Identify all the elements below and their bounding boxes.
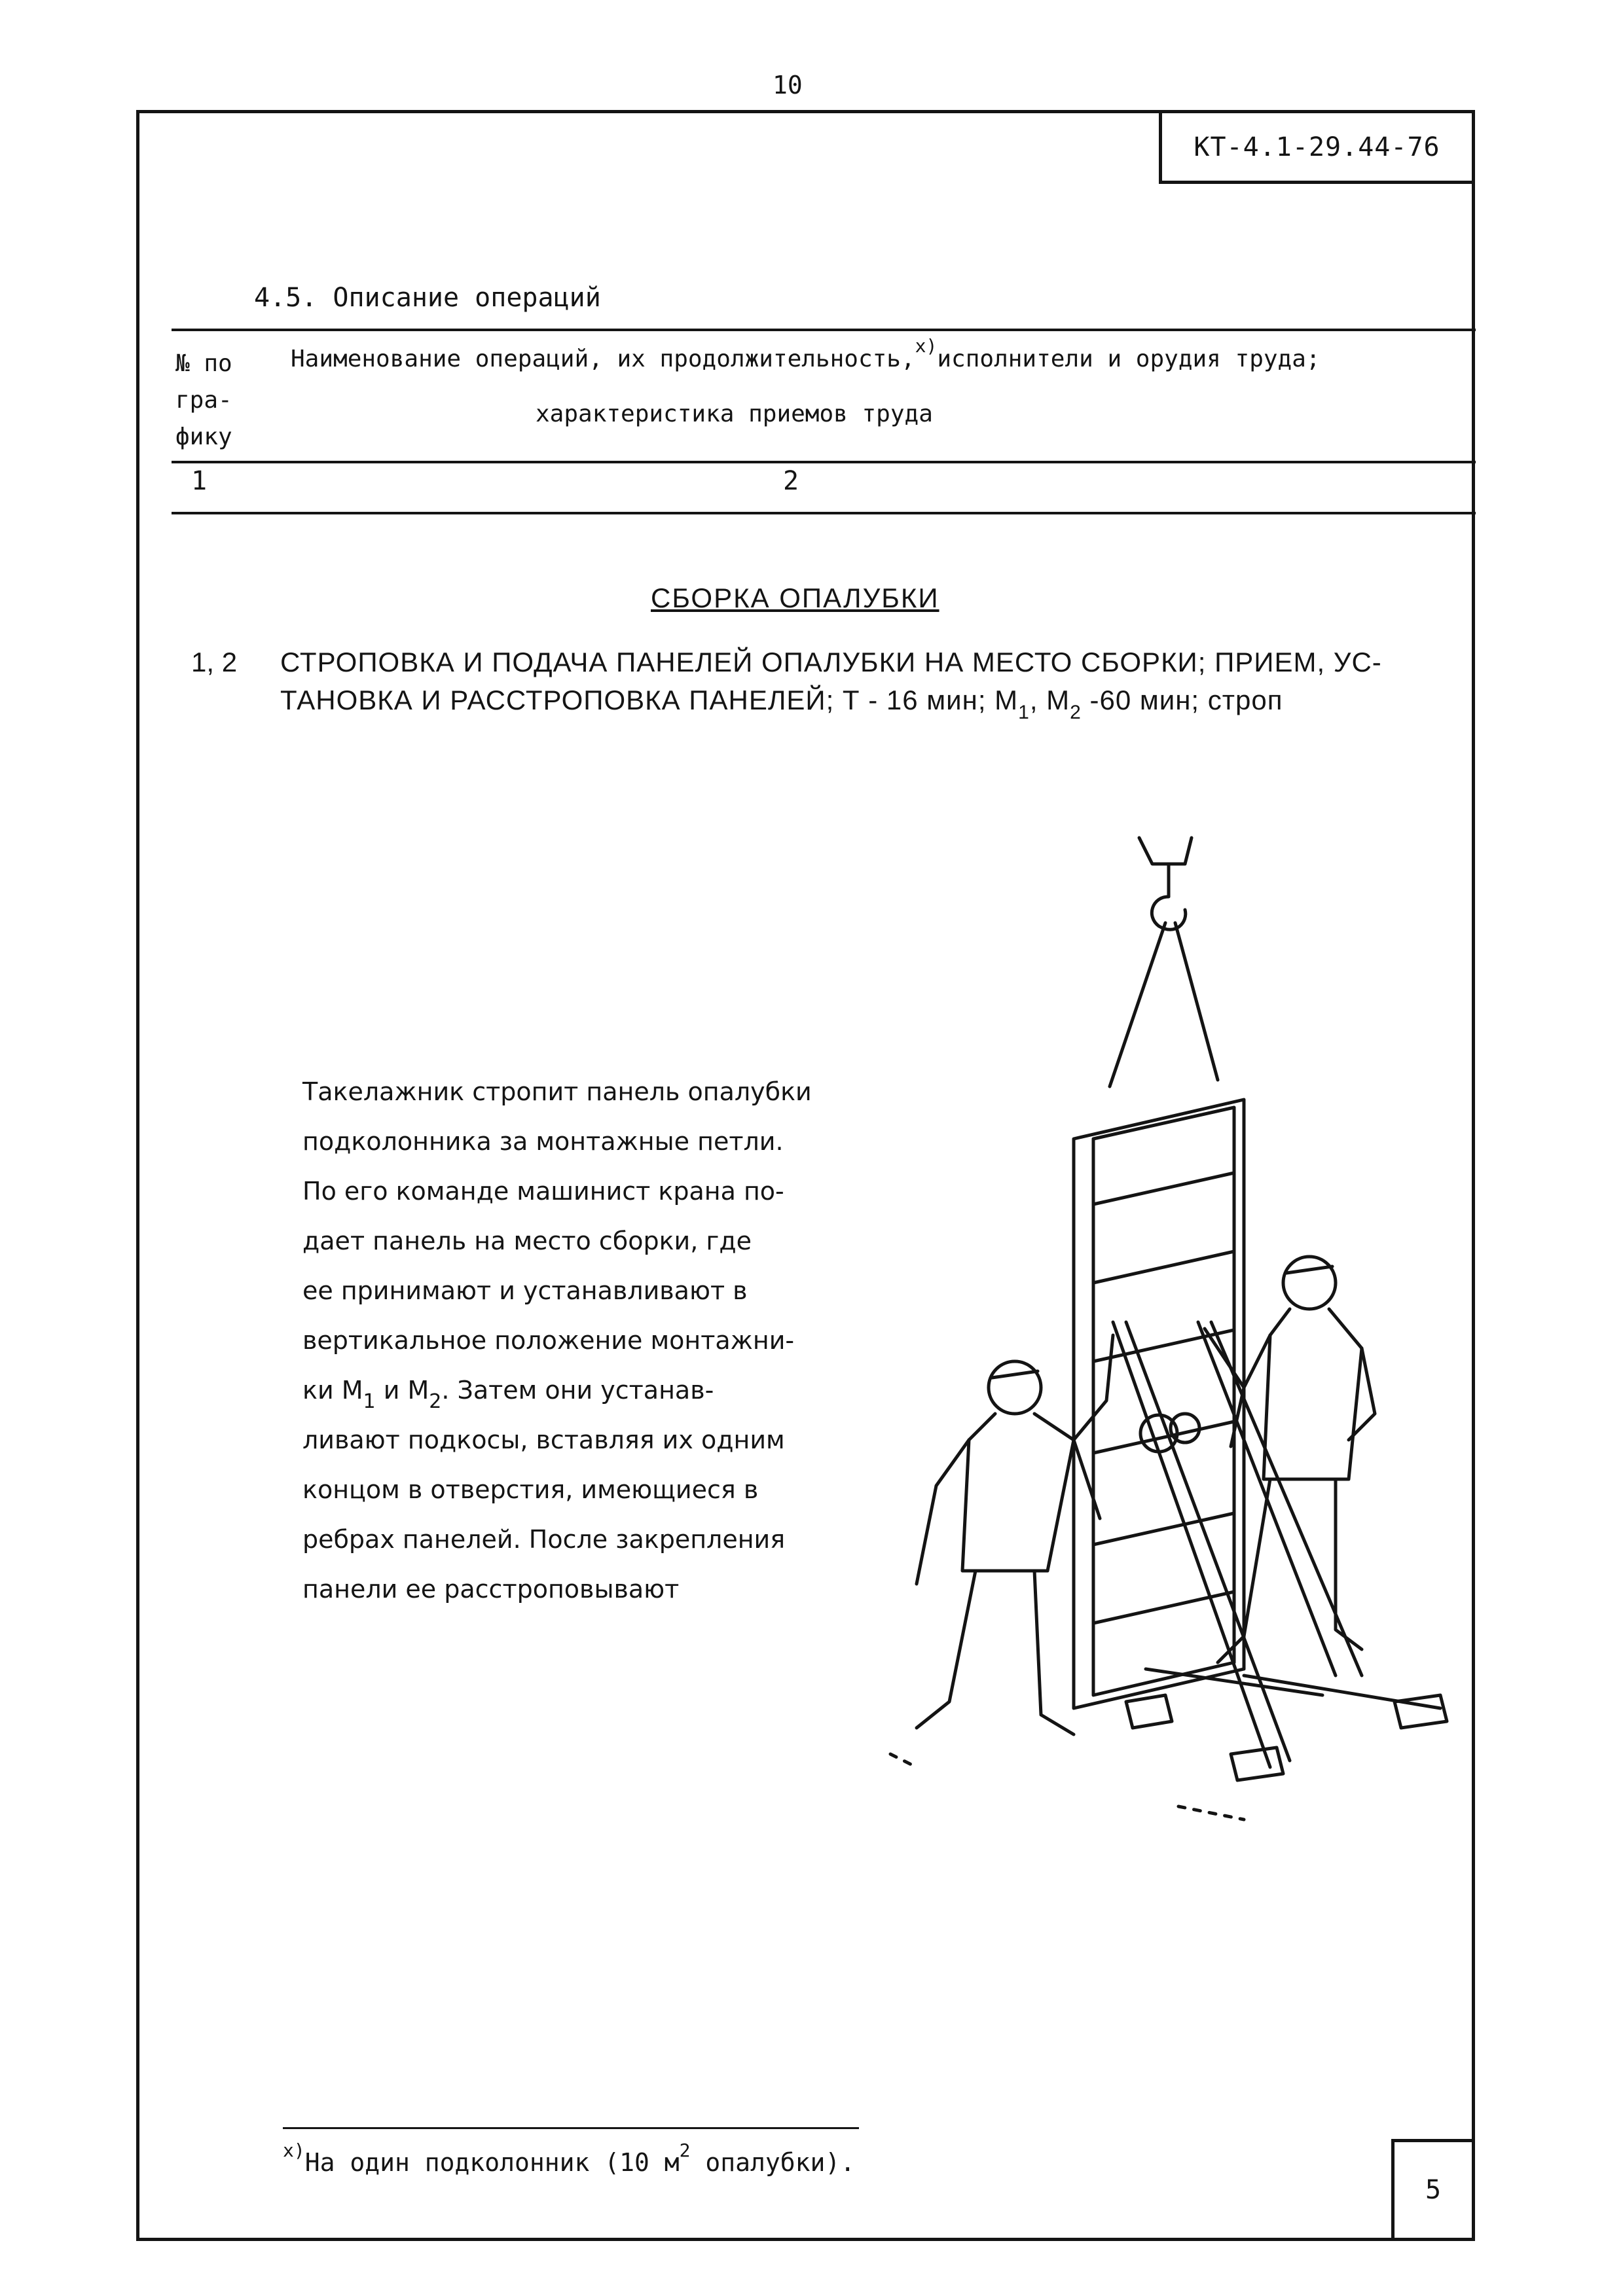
table-numbers-rule — [172, 512, 1476, 514]
formwork-installation-illustration — [877, 825, 1467, 1846]
section-title: 4.5. Описание операций — [254, 283, 601, 313]
op-subscript: 1 — [1018, 702, 1030, 723]
header-text: Наименование операций, их продолжительность, — [291, 346, 915, 372]
footnote — [283, 2140, 856, 2177]
description-line: панели ее расстроповывают — [302, 1575, 680, 1604]
op-subscript: 2 — [1070, 702, 1082, 723]
table-top-rule — [172, 329, 1476, 331]
page-number: 10 — [773, 71, 803, 99]
footnote-mark: x) — [283, 2140, 305, 2161]
op-text: ТАНОВКА И РАССТРОПОВКА ПАНЕЛЕЙ; Т - 16 мин; М — [280, 685, 1019, 715]
footnote-rule — [283, 2127, 859, 2129]
table-header-rule — [172, 461, 1476, 463]
document-code: КТ-4.1-29.44-76 — [1159, 110, 1475, 184]
description-line: подколонника за монтажные петли. — [302, 1127, 784, 1156]
sling-left — [1110, 923, 1165, 1086]
sling-right — [1175, 923, 1218, 1080]
col1-line: гра- — [175, 387, 232, 414]
description-line: ее принимают и устанавливают в — [302, 1276, 748, 1305]
sheet-number: 5 — [1391, 2139, 1475, 2241]
desc-text: и М — [375, 1376, 429, 1405]
description-line: По его команде машинист крана по- — [302, 1177, 784, 1206]
description-line — [302, 1376, 714, 1413]
brace-props — [1113, 1322, 1440, 1767]
base-plate — [1126, 1695, 1172, 1728]
footnote-mark: x) — [915, 335, 938, 357]
description-line: ливают подкосы, вставляя их одним — [302, 1426, 785, 1454]
base-plate — [1395, 1695, 1447, 1728]
description-line: Такелажник стропит панель опалубки — [302, 1077, 812, 1106]
section-heading: СБОРКА ОПАЛУБКИ — [651, 583, 939, 613]
table-header-col2-line2: характеристика приемов труда — [536, 401, 933, 427]
description-line: ребрах панелей. После закрепления — [302, 1525, 786, 1554]
col1-line: № по — [175, 350, 232, 377]
col1-line: фику — [175, 423, 232, 450]
op-text: , М — [1029, 685, 1070, 715]
column-number-2: 2 — [783, 466, 799, 496]
desc-subscript: 2 — [429, 1390, 442, 1413]
crane-hook-icon — [1139, 838, 1192, 929]
footnote-superscript: 2 — [679, 2140, 691, 2161]
header-text: исполнители и орудия труда; — [937, 346, 1321, 372]
footnote-text: опалубки). — [690, 2148, 856, 2177]
desc-text: . Затем они устанав- — [441, 1376, 714, 1405]
description-line: дает панель на место сборки, где — [302, 1227, 752, 1255]
worker-left — [917, 1335, 1113, 1734]
operation-title-line1: СТРОПОВКА И ПОДАЧА ПАНЕЛЕЙ ОПАЛУБКИ НА МЕСТО СБОРКИ; ПРИЕМ, УС- — [280, 647, 1382, 677]
table-header-col2-line1 — [291, 335, 1321, 372]
description-line: концом в отверстия, имеющиеся в — [302, 1475, 759, 1504]
base-plate — [1231, 1748, 1283, 1780]
op-text: -60 мин; строп — [1081, 685, 1283, 715]
table-header-col1 — [175, 346, 232, 456]
footnote-text: На один подколонник (10 м — [304, 2148, 680, 2177]
description-line: вертикальное положение монтажни- — [302, 1326, 795, 1355]
desc-text: ки М — [302, 1376, 363, 1405]
column-number-1: 1 — [191, 466, 208, 496]
operation-title-line2 — [280, 685, 1283, 723]
desc-subscript: 1 — [363, 1390, 376, 1413]
operation-number: 1, 2 — [191, 647, 238, 677]
